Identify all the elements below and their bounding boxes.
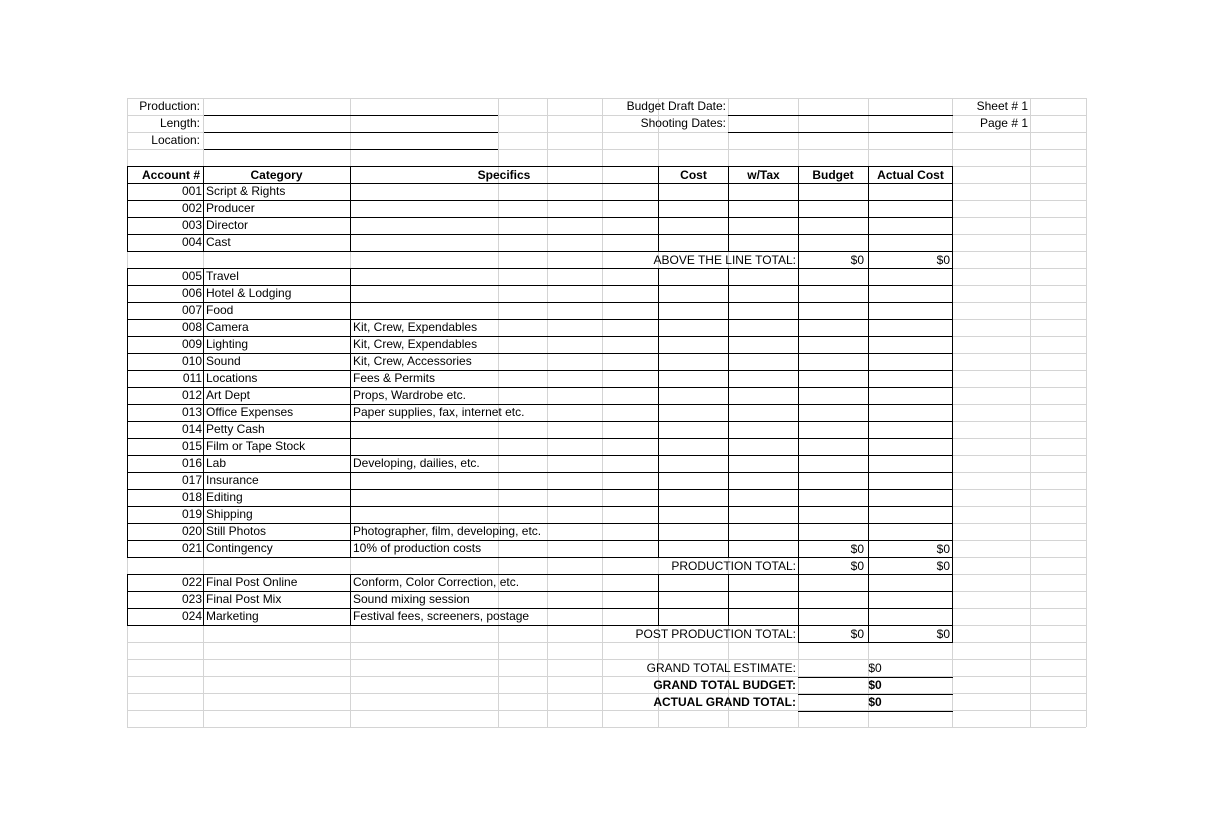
category-name: Camera xyxy=(206,320,249,334)
actual-cost-cell[interactable] xyxy=(869,235,952,251)
contingency-actual: $0 xyxy=(936,542,950,556)
account-number: 022 xyxy=(181,575,202,589)
account-number: 006 xyxy=(181,286,202,300)
category-name: Petty Cash xyxy=(206,422,265,436)
budget-cell[interactable] xyxy=(799,490,868,506)
actual-cost-cell[interactable] xyxy=(869,354,952,370)
category-name: Office Expenses xyxy=(206,405,294,419)
wtax-cell[interactable] xyxy=(729,269,798,285)
actual-cost-cell[interactable] xyxy=(869,286,952,302)
budget-cell[interactable] xyxy=(799,218,868,234)
category-name: Lighting xyxy=(206,337,249,351)
above-the-line-total-label: ABOVE THE LINE TOTAL: xyxy=(653,253,796,267)
table-border xyxy=(798,268,799,558)
field-underline xyxy=(728,115,953,116)
length-field[interactable] xyxy=(204,115,497,132)
account-number: 010 xyxy=(181,354,202,368)
table-border xyxy=(658,166,659,252)
specifics-text[interactable]: Props, Wardrobe etc. xyxy=(353,388,466,402)
table-border xyxy=(127,302,953,303)
actual-cost-cell[interactable] xyxy=(869,269,952,285)
table-border xyxy=(658,574,659,626)
wtax-cell[interactable] xyxy=(729,609,798,625)
table-border xyxy=(798,557,799,575)
table-border xyxy=(798,574,799,626)
table-border xyxy=(203,268,204,558)
post-production-total-budget: $0 xyxy=(850,627,864,641)
cost-cell[interactable] xyxy=(659,524,728,540)
cost-cell[interactable] xyxy=(659,337,728,353)
budget-cell[interactable] xyxy=(799,456,868,472)
category-name: Cast xyxy=(206,235,231,249)
wtax-cell[interactable] xyxy=(729,473,798,489)
table-border xyxy=(798,251,799,269)
page-number: Page # 1 xyxy=(979,116,1028,130)
wtax-cell[interactable] xyxy=(729,218,798,234)
wtax-cell[interactable] xyxy=(729,286,798,302)
table-border xyxy=(952,574,953,626)
table-border xyxy=(350,166,351,252)
actual-cost-cell[interactable] xyxy=(869,490,952,506)
wtax-cell[interactable] xyxy=(729,354,798,370)
gridline-vertical xyxy=(1030,98,1031,727)
actual-grand-total-label: ACTUAL GRAND TOTAL: xyxy=(653,695,796,709)
specifics-text[interactable]: Paper supplies, fax, internet etc. xyxy=(353,405,525,419)
category-name: Art Dept xyxy=(206,388,251,402)
account-number: 003 xyxy=(181,218,202,232)
table-border xyxy=(127,472,953,473)
specifics-text[interactable]: Photographer, film, developing, etc. xyxy=(353,524,542,538)
actual-cost-cell[interactable] xyxy=(869,201,952,217)
table-border xyxy=(127,166,953,167)
specifics-text[interactable] xyxy=(353,472,657,489)
total-underline xyxy=(798,711,953,712)
specifics-text[interactable]: Kit, Crew, Accessories xyxy=(353,354,472,368)
account-number: 024 xyxy=(181,609,202,623)
account-number: 020 xyxy=(181,524,202,538)
table-border xyxy=(203,574,204,626)
budget-cell[interactable] xyxy=(799,235,868,251)
actual-cost-cell[interactable] xyxy=(869,609,952,625)
account-number: 008 xyxy=(181,320,202,334)
actual-cost-cell[interactable] xyxy=(869,337,952,353)
table-border xyxy=(127,421,953,422)
actual-cost-cell[interactable] xyxy=(869,320,952,336)
specifics-text[interactable] xyxy=(353,200,657,217)
account-number: 002 xyxy=(181,201,202,215)
wtax-cell[interactable] xyxy=(729,320,798,336)
table-border xyxy=(868,557,869,575)
specifics-text[interactable] xyxy=(353,285,657,302)
cost-cell[interactable] xyxy=(659,609,728,625)
category-name: Hotel & Lodging xyxy=(206,286,292,300)
category-name: Sound xyxy=(206,354,241,368)
wtax-cell[interactable] xyxy=(729,184,798,200)
grand-total-estimate-value: $0 xyxy=(868,661,882,675)
col-budget: Budget xyxy=(812,168,854,182)
category-name: Travel xyxy=(206,269,239,283)
cost-cell[interactable] xyxy=(659,405,728,421)
category-name: Producer xyxy=(206,201,255,215)
category-name: Editing xyxy=(206,490,243,504)
wtax-cell[interactable] xyxy=(729,575,798,591)
wtax-cell[interactable] xyxy=(729,405,798,421)
table-border xyxy=(127,506,953,507)
cost-cell[interactable] xyxy=(659,286,728,302)
wtax-cell[interactable] xyxy=(729,490,798,506)
actual-cost-cell[interactable] xyxy=(869,184,952,200)
budget-cell[interactable] xyxy=(799,609,868,625)
actual-cost-cell[interactable] xyxy=(869,575,952,591)
specifics-text[interactable] xyxy=(353,183,657,200)
budget-draft-date-label: Budget Draft Date: xyxy=(626,99,726,113)
budget-draft-date-field[interactable] xyxy=(728,98,952,115)
account-number: 016 xyxy=(181,456,202,470)
col-account: Account # xyxy=(141,168,200,182)
production-total-budget: $0 xyxy=(850,559,864,573)
category-name: Marketing xyxy=(206,609,259,623)
table-border xyxy=(798,625,799,643)
category-name: Director xyxy=(206,218,249,232)
specifics-text[interactable] xyxy=(353,217,657,234)
wtax-cell[interactable] xyxy=(729,201,798,217)
above-the-line-total-budget: $0 xyxy=(850,253,864,267)
cost-cell[interactable] xyxy=(659,575,728,591)
table-border xyxy=(350,268,351,558)
specifics-text[interactable] xyxy=(353,506,657,523)
specifics-text[interactable]: Conform, Color Correction, etc. xyxy=(353,575,520,589)
actual-cost-cell[interactable] xyxy=(869,541,952,557)
table-border xyxy=(127,574,953,575)
cost-cell[interactable] xyxy=(659,490,728,506)
category-name: Final Post Mix xyxy=(206,592,282,606)
table-border xyxy=(658,268,659,558)
account-number: 011 xyxy=(182,371,202,385)
above-the-line-total-actual: $0 xyxy=(936,253,950,267)
post-production-total-actual: $0 xyxy=(936,627,950,641)
account-number: 007 xyxy=(181,303,202,317)
production-total-label: PRODUCTION TOTAL: xyxy=(671,559,796,573)
grand-total-budget-value: $0 xyxy=(868,678,882,692)
shooting-dates-field[interactable] xyxy=(728,115,952,132)
wtax-cell[interactable] xyxy=(729,439,798,455)
specifics-text[interactable] xyxy=(353,438,657,455)
actual-cost-cell[interactable] xyxy=(869,371,952,387)
budget-cell[interactable] xyxy=(799,184,868,200)
table-border xyxy=(798,642,953,643)
actual-grand-total-value: $0 xyxy=(868,695,882,709)
specifics-text[interactable]: Sound mixing session xyxy=(353,592,470,606)
actual-cost-cell[interactable] xyxy=(869,507,952,523)
account-number: 005 xyxy=(181,269,202,283)
table-border xyxy=(127,591,953,592)
table-border xyxy=(127,438,953,439)
col-actual-cost: Actual Cost xyxy=(877,168,944,182)
actual-cost-cell[interactable] xyxy=(869,388,952,404)
cost-cell[interactable] xyxy=(659,320,728,336)
actual-cost-cell[interactable] xyxy=(869,473,952,489)
cost-cell[interactable] xyxy=(659,303,728,319)
specifics-text[interactable]: Kit, Crew, Expendables xyxy=(353,320,478,334)
table-border xyxy=(868,251,869,269)
actual-cost-cell[interactable] xyxy=(869,439,952,455)
table-border xyxy=(868,625,869,643)
account-number: 014 xyxy=(181,422,202,436)
table-border xyxy=(127,200,953,201)
budget-cell[interactable] xyxy=(799,286,868,302)
cost-cell[interactable] xyxy=(659,439,728,455)
specifics-text[interactable]: 10% of production costs xyxy=(353,541,482,555)
budget-cell[interactable] xyxy=(799,575,868,591)
location-label: Location: xyxy=(151,133,200,147)
category-name: Shipping xyxy=(206,507,253,521)
contingency-budget: $0 xyxy=(850,542,864,556)
cost-cell[interactable] xyxy=(659,507,728,523)
table-border xyxy=(127,285,953,286)
location-field[interactable] xyxy=(204,132,497,149)
table-border xyxy=(127,557,953,558)
field-underline xyxy=(204,149,498,150)
field-underline xyxy=(204,132,498,133)
table-border xyxy=(127,319,953,320)
actual-cost-cell[interactable] xyxy=(869,456,952,472)
grand-total-budget-label: GRAND TOTAL BUDGET: xyxy=(653,678,796,692)
table-border xyxy=(952,251,953,269)
account-number: 013 xyxy=(181,405,202,419)
cost-cell[interactable] xyxy=(659,541,728,557)
grand-total-estimate-label: GRAND TOTAL ESTIMATE: xyxy=(646,661,796,675)
actual-cost-cell[interactable] xyxy=(869,422,952,438)
wtax-cell[interactable] xyxy=(729,388,798,404)
wtax-cell[interactable] xyxy=(729,303,798,319)
wtax-cell[interactable] xyxy=(729,541,798,557)
cost-cell[interactable] xyxy=(659,473,728,489)
account-number: 023 xyxy=(181,592,202,606)
account-number: 001 xyxy=(181,184,202,198)
category-name: Script & Rights xyxy=(206,184,286,198)
budget-cell[interactable] xyxy=(799,320,868,336)
budget-cell[interactable] xyxy=(799,507,868,523)
col-cost: Cost xyxy=(680,168,707,182)
cost-cell[interactable] xyxy=(659,354,728,370)
budget-cell[interactable] xyxy=(799,592,868,608)
table-border xyxy=(127,608,953,609)
budget-cell[interactable] xyxy=(799,269,868,285)
table-border xyxy=(127,523,953,524)
budget-cell[interactable] xyxy=(799,388,868,404)
wtax-cell[interactable] xyxy=(729,592,798,608)
table-border xyxy=(127,234,953,235)
table-border xyxy=(127,336,953,337)
table-border xyxy=(868,166,869,252)
cost-cell[interactable] xyxy=(659,456,728,472)
budget-cell[interactable] xyxy=(799,439,868,455)
wtax-cell[interactable] xyxy=(729,337,798,353)
account-number: 009 xyxy=(181,337,202,351)
cost-cell[interactable] xyxy=(659,235,728,251)
table-border xyxy=(127,217,953,218)
post-production-total-label: POST PRODUCTION TOTAL: xyxy=(635,627,796,641)
account-number: 015 xyxy=(181,439,202,453)
actual-cost-cell[interactable] xyxy=(869,524,952,540)
wtax-cell[interactable] xyxy=(729,507,798,523)
table-border xyxy=(127,387,953,388)
budget-cell[interactable] xyxy=(799,473,868,489)
account-number: 004 xyxy=(181,235,202,249)
table-border xyxy=(952,166,953,252)
actual-cost-cell[interactable] xyxy=(869,303,952,319)
category-name: Food xyxy=(206,303,234,317)
table-border xyxy=(127,183,953,184)
sheet-number: Sheet # 1 xyxy=(976,99,1028,113)
production-field[interactable] xyxy=(204,98,497,115)
col-wtax: w/Tax xyxy=(747,168,780,182)
production-total-actual: $0 xyxy=(936,559,950,573)
cost-cell[interactable] xyxy=(659,422,728,438)
table-border xyxy=(728,574,729,626)
budget-cell[interactable] xyxy=(799,201,868,217)
total-underline xyxy=(798,694,953,695)
table-border xyxy=(952,625,953,643)
table-border xyxy=(728,268,729,558)
category-name: Film or Tape Stock xyxy=(206,439,306,453)
actual-cost-cell[interactable] xyxy=(869,218,952,234)
col-specifics: Specifics xyxy=(477,168,531,182)
gridline-vertical xyxy=(1086,98,1087,727)
length-label: Length: xyxy=(159,116,200,130)
category-name: Final Post Online xyxy=(206,575,298,589)
table-border xyxy=(127,489,953,490)
category-name: Still Photos xyxy=(206,524,267,538)
cost-cell[interactable] xyxy=(659,388,728,404)
budget-cell[interactable] xyxy=(799,524,868,540)
budget-cell[interactable] xyxy=(799,303,868,319)
cost-cell[interactable] xyxy=(659,371,728,387)
table-border xyxy=(350,574,351,626)
wtax-cell[interactable] xyxy=(729,235,798,251)
wtax-cell[interactable] xyxy=(729,371,798,387)
specifics-text[interactable] xyxy=(353,302,657,319)
cost-cell[interactable] xyxy=(659,592,728,608)
cost-cell[interactable] xyxy=(659,218,728,234)
gridline-horizontal xyxy=(127,727,1086,728)
specifics-text[interactable]: Developing, dailies, etc. xyxy=(353,456,480,470)
budget-cell[interactable] xyxy=(799,354,868,370)
table-border xyxy=(127,455,953,456)
table-border xyxy=(952,268,953,558)
wtax-cell[interactable] xyxy=(729,422,798,438)
field-underline xyxy=(728,132,953,133)
total-underline xyxy=(798,677,953,678)
table-border xyxy=(127,268,128,558)
table-border xyxy=(127,251,953,252)
shooting-dates-label: Shooting Dates: xyxy=(640,116,726,130)
table-border xyxy=(798,166,799,252)
field-underline xyxy=(204,115,498,116)
wtax-cell[interactable] xyxy=(729,524,798,540)
budget-cell[interactable] xyxy=(799,405,868,421)
table-border xyxy=(127,625,953,626)
cost-cell[interactable] xyxy=(659,269,728,285)
production-label: Production: xyxy=(139,99,200,113)
specifics-text[interactable]: Kit, Crew, Expendables xyxy=(353,337,478,351)
budget-cell[interactable] xyxy=(799,337,868,353)
specifics-text[interactable]: Festival fees, screeners, postage xyxy=(353,609,530,623)
actual-cost-cell[interactable] xyxy=(869,405,952,421)
category-name: Locations xyxy=(206,371,258,385)
budget-cell[interactable] xyxy=(799,541,868,557)
wtax-cell[interactable] xyxy=(729,456,798,472)
category-name: Lab xyxy=(206,456,227,470)
account-number: 017 xyxy=(181,473,202,487)
table-border xyxy=(127,370,953,371)
specifics-text[interactable]: Fees & Permits xyxy=(353,371,436,385)
table-border xyxy=(868,574,869,626)
specifics-text[interactable] xyxy=(353,234,657,251)
col-category: Category xyxy=(250,168,303,182)
table-border xyxy=(127,353,953,354)
table-border xyxy=(203,166,204,252)
account-number: 018 xyxy=(181,490,202,504)
account-number: 019 xyxy=(181,507,202,521)
account-number: 021 xyxy=(181,541,202,555)
cost-cell[interactable] xyxy=(659,201,728,217)
account-number: 012 xyxy=(181,388,202,402)
table-border xyxy=(127,574,128,626)
specifics-text[interactable] xyxy=(353,268,657,285)
table-border xyxy=(952,557,953,575)
table-border xyxy=(728,166,729,252)
actual-cost-cell[interactable] xyxy=(869,592,952,608)
table-border xyxy=(127,404,953,405)
category-name: Insurance xyxy=(206,473,259,487)
table-border xyxy=(127,540,953,541)
table-border xyxy=(127,268,953,269)
cost-cell[interactable] xyxy=(659,184,728,200)
budget-cell[interactable] xyxy=(799,371,868,387)
table-border xyxy=(127,166,128,252)
specifics-text[interactable] xyxy=(353,489,657,506)
specifics-text[interactable] xyxy=(353,421,657,438)
table-border xyxy=(868,268,869,558)
budget-cell[interactable] xyxy=(799,422,868,438)
category-name: Contingency xyxy=(206,541,273,555)
